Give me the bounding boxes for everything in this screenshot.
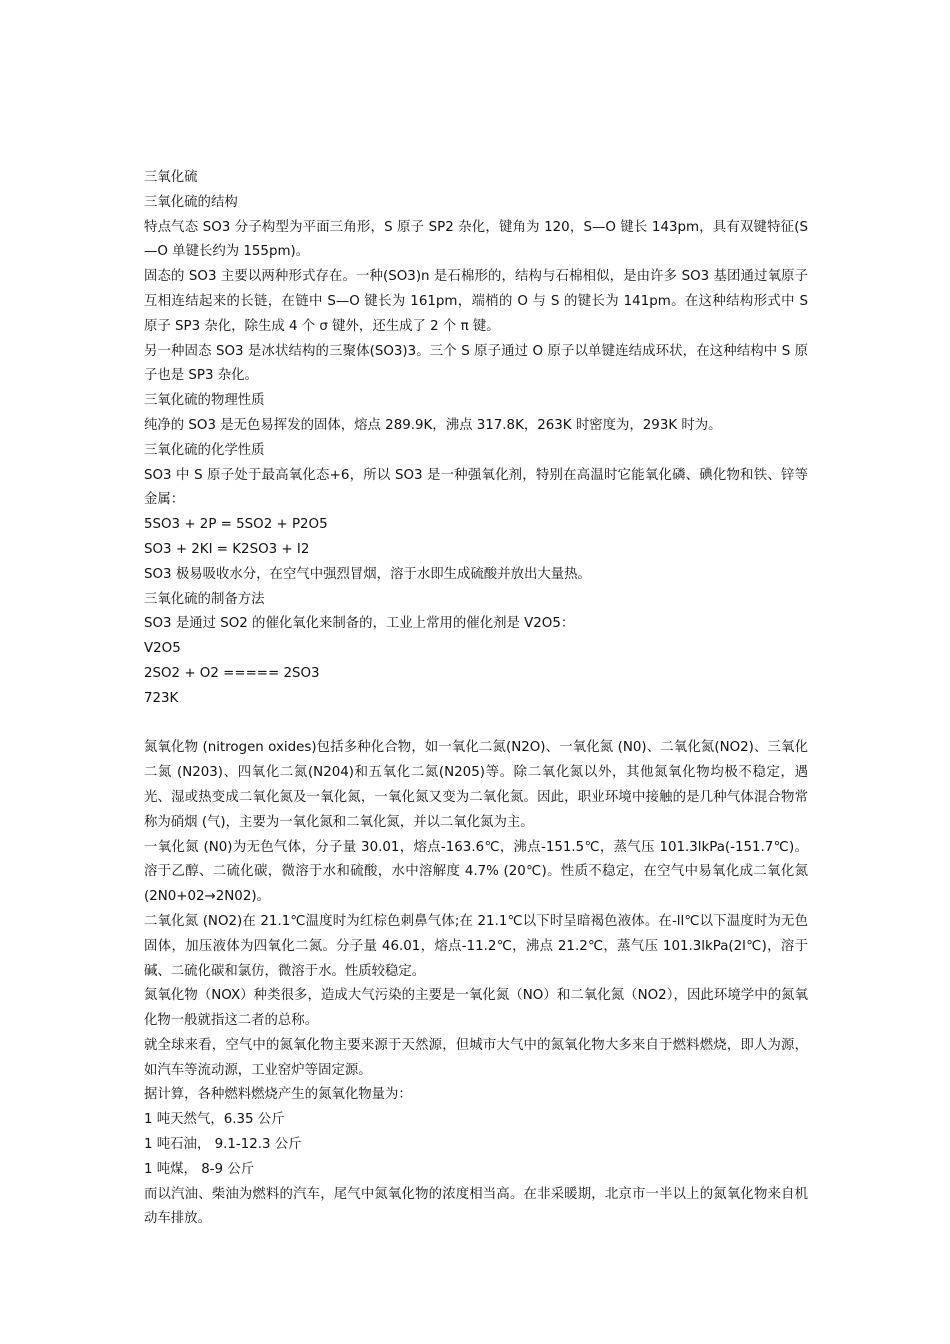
water-absorption-paragraph: SO3 极易吸收水分，在空气中强烈冒烟，溶于水即生成硫酸并放出大量热。 (144, 566, 591, 582)
nitrogen-dioxide-paragraph: 二氧化氮 (NO2)在 21.1℃温度时为红棕色刺鼻气体;在 21.1℃以下时呈暗褐色液体。在-ll℃以下温度时为无色固体，加压液体为四氧化二氮。分子量 46.01，熔点-11.2℃，沸点 21.2℃，蒸气压 101.3lkPa(2l℃)，溶于碱、二硫化碳和氯仿，微溶于水。性质较稳定。 (144, 913, 808, 979)
vehicle-emissions-paragraph: 而以汽油、柴油为燃料的汽车，尾气中氮氧化物的浓度相当高。在非采暖期，北京市一半以上的氮氧化物来自机动车排放。 (144, 1186, 808, 1227)
sources-paragraph: 就全球来看，空气中的氮氧化物主要来源于天然源，但城市大气中的氮氧化物大多来自于燃料燃烧，即人为源，如汽车等流动源，工业窑炉等固定源。 (144, 1037, 808, 1078)
physical-properties-paragraph: 纯净的 SO3 是无色易挥发的固体，熔点 289.9K，沸点 317.8K，263K 时密度为，293K 时为。 (144, 417, 722, 433)
fuel-coal: 1 吨煤， 8-9 公斤 (144, 1161, 255, 1177)
equation-phosphorus: 5SO3 + 2P = 5SO2 + P2O5 (144, 517, 328, 533)
equation-iodide: SO3 + 2KI = K2SO3 + I2 (144, 541, 310, 557)
physical-properties-heading: 三氧化硫的物理性质 (144, 393, 265, 409)
solid-form-paragraph: 固态的 SO3 主要以两种形式存在。一种(SO3)n 是石棉形的，结构与石棉相似，是由许多 SO3 基团通过氧原子互相连结起来的长链，在链中 S—O 键长为 161pm，端梢的 O 与 S 的键长为 141pm。在这种结构形式中 S 原子 SP3 杂化，除生成 4 个 σ 键外，还生成了 2 个 π 键。 (144, 269, 808, 334)
catalyst-label: V2O5 (144, 641, 181, 657)
nox-paragraph: 氮氧化物（NOX）种类很多，造成大气污染的主要是一氧化氮（NO）和二氧化氮（NO2），因此环境学中的氮氧化物一般就指这二者的总称。 (144, 988, 808, 1029)
calculation-paragraph: 据计算，各种燃料燃烧产生的氮氧化物量为： (144, 1087, 412, 1103)
temperature-label: 723K (144, 690, 179, 706)
fuel-natural-gas: 1 吨天然气，6.35 公斤 (144, 1112, 285, 1128)
chemical-properties-paragraph: SO3 中 S 原子处于最高氧化态+6，所以 SO3 是一种强氧化剂，特别在高温时它能氧化磷、碘化物和铁、锌等金属： (144, 467, 808, 508)
chemical-properties-heading: 三氧化硫的化学性质 (144, 442, 265, 458)
nitrogen-oxides-intro: 氮氧化物 (nitrogen oxides)包括多种化合物，如一氧化二氮(N2O)、一氧化氮 (N0)、二氧化氮(NO2)、三氧化二氮 (N203)、四氧化二氮(N204)和五氧化二氮(N205)等。除二氧化氮以外，其他氮氧化物均极不稳定，遇光、湿或热变成二氧化氮及一氧化氮，一氧化氮又变为二氧化氮。因此，职业环境中接触的是几种气体混合物常称为硝烟 (气)，主要为一氧化氮和二氧化氮，并以二氧化氮为主。 (144, 740, 808, 830)
blank-line (144, 712, 808, 737)
preparation-paragraph: SO3 是通过 SO2 的催化氧化来制备的，工业上常用的催化剂是 V2O5： (144, 616, 575, 632)
nitric-oxide-paragraph: 一氧化氮 (N0)为无色气体，分子量 30.01，熔点-163.6℃，沸点-151.5℃，蒸气压 101.3lkPa(-151.7℃)。溶于乙醇、二硫化碳，微溶于水和硫酸，水中溶解度 4.7% (20℃)。性质不稳定，在空气中易氧化成二氧化氮 (2N0+02→2N02)。 (144, 839, 808, 905)
preparation-heading: 三氧化硫的制备方法 (144, 591, 265, 607)
structure-heading: 三氧化硫的结构 (144, 194, 238, 210)
equation-oxidation: 2SO2 + O2 ===== 2SO3 (144, 665, 320, 681)
document-page (144, 166, 808, 1232)
trimer-paragraph: 另一种固态 SO3 是冰状结构的三聚体(SO3)3。三个 S 原子通过 O 原子以单键连结成环状，在这种结构中 S 原子也是 SP3 杂化。 (144, 343, 808, 384)
fuel-oil: 1 吨石油， 9.1-12.3 公斤 (144, 1137, 302, 1153)
document-title: 三氧化硫 (144, 170, 198, 185)
gas-structure-paragraph: 特点气态 SO3 分子构型为平面三角形，S 原子 SP2 杂化，键角为 120，S—O 键长 143pm，具有双键特征(S—O 单键长约为 155pm)。 (144, 219, 808, 260)
